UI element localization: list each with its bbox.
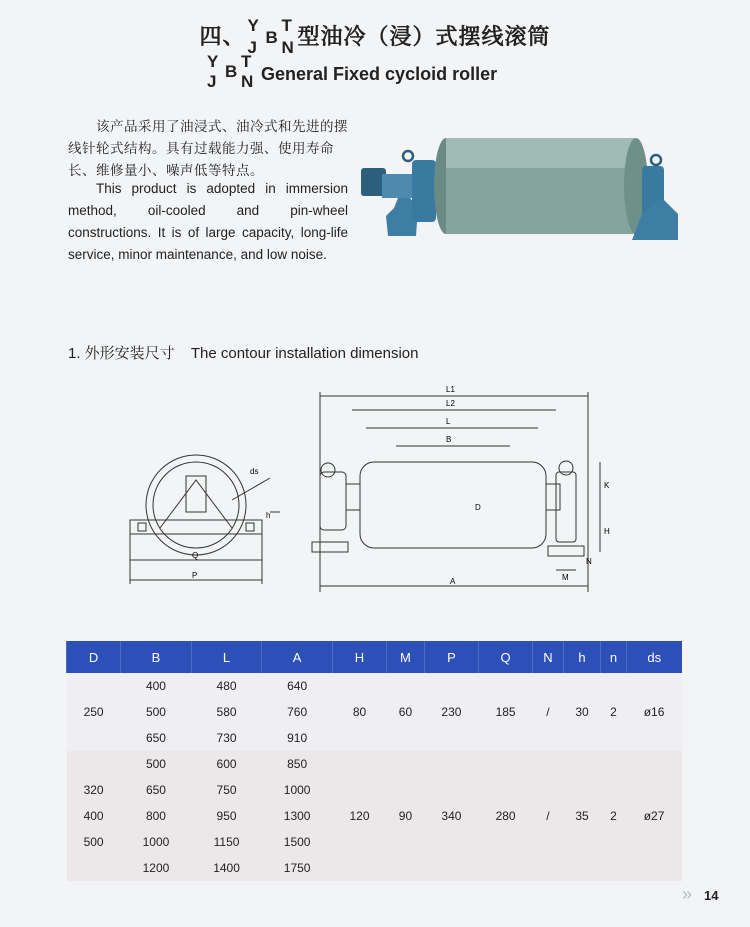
intro-cn: 该产品采用了油浸式、油冷式和先进的摆线针轮式结构。具有过载能力强、使用寿命长、维修量小、噪声低等特点。 bbox=[68, 119, 348, 178]
cell-d bbox=[67, 855, 121, 881]
cell-a: 910 bbox=[262, 725, 333, 751]
drum-highlight bbox=[446, 138, 636, 168]
cell-h-small: 30 bbox=[563, 673, 601, 751]
cell-l: 480 bbox=[191, 673, 262, 699]
cell-b: 400 bbox=[121, 673, 192, 699]
side-center-block bbox=[186, 476, 206, 512]
front-left-foot bbox=[312, 542, 348, 552]
cell-m: 60 bbox=[387, 673, 425, 751]
cell-a: 1750 bbox=[262, 855, 333, 881]
cell-a: 1300 bbox=[262, 803, 333, 829]
cell-l: 1150 bbox=[191, 829, 262, 855]
label-h-front: H bbox=[604, 527, 610, 536]
cell-l: 580 bbox=[191, 699, 262, 725]
cell-h-small: 35 bbox=[563, 751, 601, 881]
label-h: h bbox=[266, 511, 271, 520]
left-bearing bbox=[412, 160, 436, 222]
cell-m: 90 bbox=[387, 751, 425, 881]
table-row bbox=[67, 673, 683, 699]
spec-table bbox=[66, 641, 682, 881]
label-p: P bbox=[192, 571, 198, 580]
label-q: Q bbox=[192, 551, 199, 560]
cell-a: 1500 bbox=[262, 829, 333, 855]
th-q: Q bbox=[479, 641, 533, 673]
page-title-en: General Fixed cycloid roller bbox=[261, 64, 498, 84]
front-view bbox=[312, 392, 600, 592]
right-eyebolt bbox=[651, 155, 661, 165]
cell-l: 1400 bbox=[191, 855, 262, 881]
cell-b: 650 bbox=[121, 725, 192, 751]
dimension-drawing bbox=[120, 380, 640, 600]
front-right-foot bbox=[548, 546, 584, 556]
cell-d: 500 bbox=[67, 829, 121, 855]
th-n-small: n bbox=[601, 641, 626, 673]
cell-p: 230 bbox=[424, 673, 478, 751]
cell-a: 850 bbox=[262, 751, 333, 777]
cell-h: 80 bbox=[332, 673, 386, 751]
ds-leader bbox=[232, 478, 270, 500]
label-a: A bbox=[450, 577, 456, 586]
label-l1: L1 bbox=[446, 385, 455, 394]
th-h: H bbox=[332, 641, 386, 673]
model-letter-t-2: T bbox=[241, 52, 252, 71]
cell-l: 730 bbox=[191, 725, 262, 751]
front-right-eyebolt bbox=[559, 461, 573, 475]
cell-a: 760 bbox=[262, 699, 333, 725]
front-right-shaft bbox=[546, 484, 560, 510]
th-m: M bbox=[387, 641, 425, 673]
model-letter-t: T bbox=[281, 16, 293, 35]
cell-l: 750 bbox=[191, 777, 262, 803]
cell-n: / bbox=[533, 751, 563, 881]
cell-n-small: 2 bbox=[601, 673, 626, 751]
front-left-housing bbox=[320, 472, 346, 530]
label-k: K bbox=[604, 481, 610, 490]
table-header-row bbox=[67, 641, 683, 673]
model-letter-y-2: Y bbox=[207, 52, 219, 71]
left-eyebolt bbox=[403, 151, 413, 161]
model-letter-y: Y bbox=[247, 16, 260, 35]
label-l2: L2 bbox=[446, 399, 455, 408]
th-n: N bbox=[533, 641, 563, 673]
front-right-bearing bbox=[556, 472, 576, 542]
front-left-eyebolt bbox=[321, 463, 335, 477]
model-letter-j: J bbox=[247, 38, 258, 57]
title-cn-text: 型油冷（浸）式摆线滚筒 bbox=[297, 23, 551, 49]
label-b: B bbox=[446, 435, 452, 444]
th-h-small: h bbox=[563, 641, 601, 673]
side-inner-circle bbox=[153, 462, 239, 548]
label-m: M bbox=[562, 573, 569, 582]
section-title-en: The contour installation dimension bbox=[190, 345, 419, 362]
cell-b: 1200 bbox=[121, 855, 192, 881]
model-letter-j-2: J bbox=[207, 72, 217, 91]
roller-photo bbox=[356, 128, 686, 246]
model-code-small bbox=[205, 52, 257, 92]
side-base bbox=[130, 520, 262, 534]
th-d: D bbox=[67, 641, 121, 673]
label-l: L bbox=[446, 417, 451, 426]
cell-b: 650 bbox=[121, 777, 192, 803]
th-b: B bbox=[121, 641, 192, 673]
side-triangle bbox=[160, 480, 232, 528]
cell-a: 1000 bbox=[262, 777, 333, 803]
title-prefix: 四、 bbox=[199, 23, 246, 49]
cell-h: 120 bbox=[332, 751, 386, 881]
page-title-cn bbox=[0, 18, 750, 58]
cell-n: / bbox=[533, 673, 563, 751]
cell-ds: ø27 bbox=[626, 751, 682, 881]
th-ds: ds bbox=[626, 641, 682, 673]
cell-b: 800 bbox=[121, 803, 192, 829]
cell-q: 185 bbox=[479, 673, 533, 751]
model-letter-n-2: N bbox=[241, 72, 254, 91]
cell-ds: ø16 bbox=[626, 673, 682, 751]
table-row bbox=[67, 751, 683, 777]
cell-b: 500 bbox=[121, 699, 192, 725]
cell-d: 320 bbox=[67, 777, 121, 803]
th-a: A bbox=[262, 641, 333, 673]
cell-l: 950 bbox=[191, 803, 262, 829]
model-letter-b: B bbox=[265, 28, 279, 47]
model-letter-b-2: B bbox=[225, 62, 238, 81]
cell-p: 340 bbox=[424, 751, 478, 881]
section-heading bbox=[68, 342, 419, 363]
label-n: N bbox=[586, 557, 592, 566]
label-ds: ds bbox=[250, 467, 259, 476]
side-hole-left bbox=[138, 523, 146, 531]
label-d: D bbox=[475, 503, 481, 512]
front-drum bbox=[360, 462, 546, 548]
cell-l: 600 bbox=[191, 751, 262, 777]
intro-en: This product is adopted in immersion method, oil-cooled and pin-wheel constructions. It is of large capacity, long-life service, minor maintenance, and low noise. bbox=[68, 181, 348, 262]
th-p: P bbox=[424, 641, 478, 673]
cell-d: 250 bbox=[67, 673, 121, 751]
front-left-shaft bbox=[346, 484, 360, 510]
cell-q: 280 bbox=[479, 751, 533, 881]
cell-a: 640 bbox=[262, 673, 333, 699]
chevron-right-icon: » bbox=[682, 884, 693, 904]
section-number-cn: 1. 外形安装尺寸 bbox=[68, 345, 175, 362]
cell-d bbox=[67, 751, 121, 777]
cell-b: 500 bbox=[121, 751, 192, 777]
page-number: 14 bbox=[704, 888, 719, 903]
side-hole-right bbox=[246, 523, 254, 531]
th-l: L bbox=[191, 641, 262, 673]
side-outer-circle bbox=[146, 455, 246, 555]
cell-n-small: 2 bbox=[601, 751, 626, 881]
cell-d: 400 bbox=[67, 803, 121, 829]
cell-b: 1000 bbox=[121, 829, 192, 855]
model-letter-n: N bbox=[281, 38, 295, 57]
